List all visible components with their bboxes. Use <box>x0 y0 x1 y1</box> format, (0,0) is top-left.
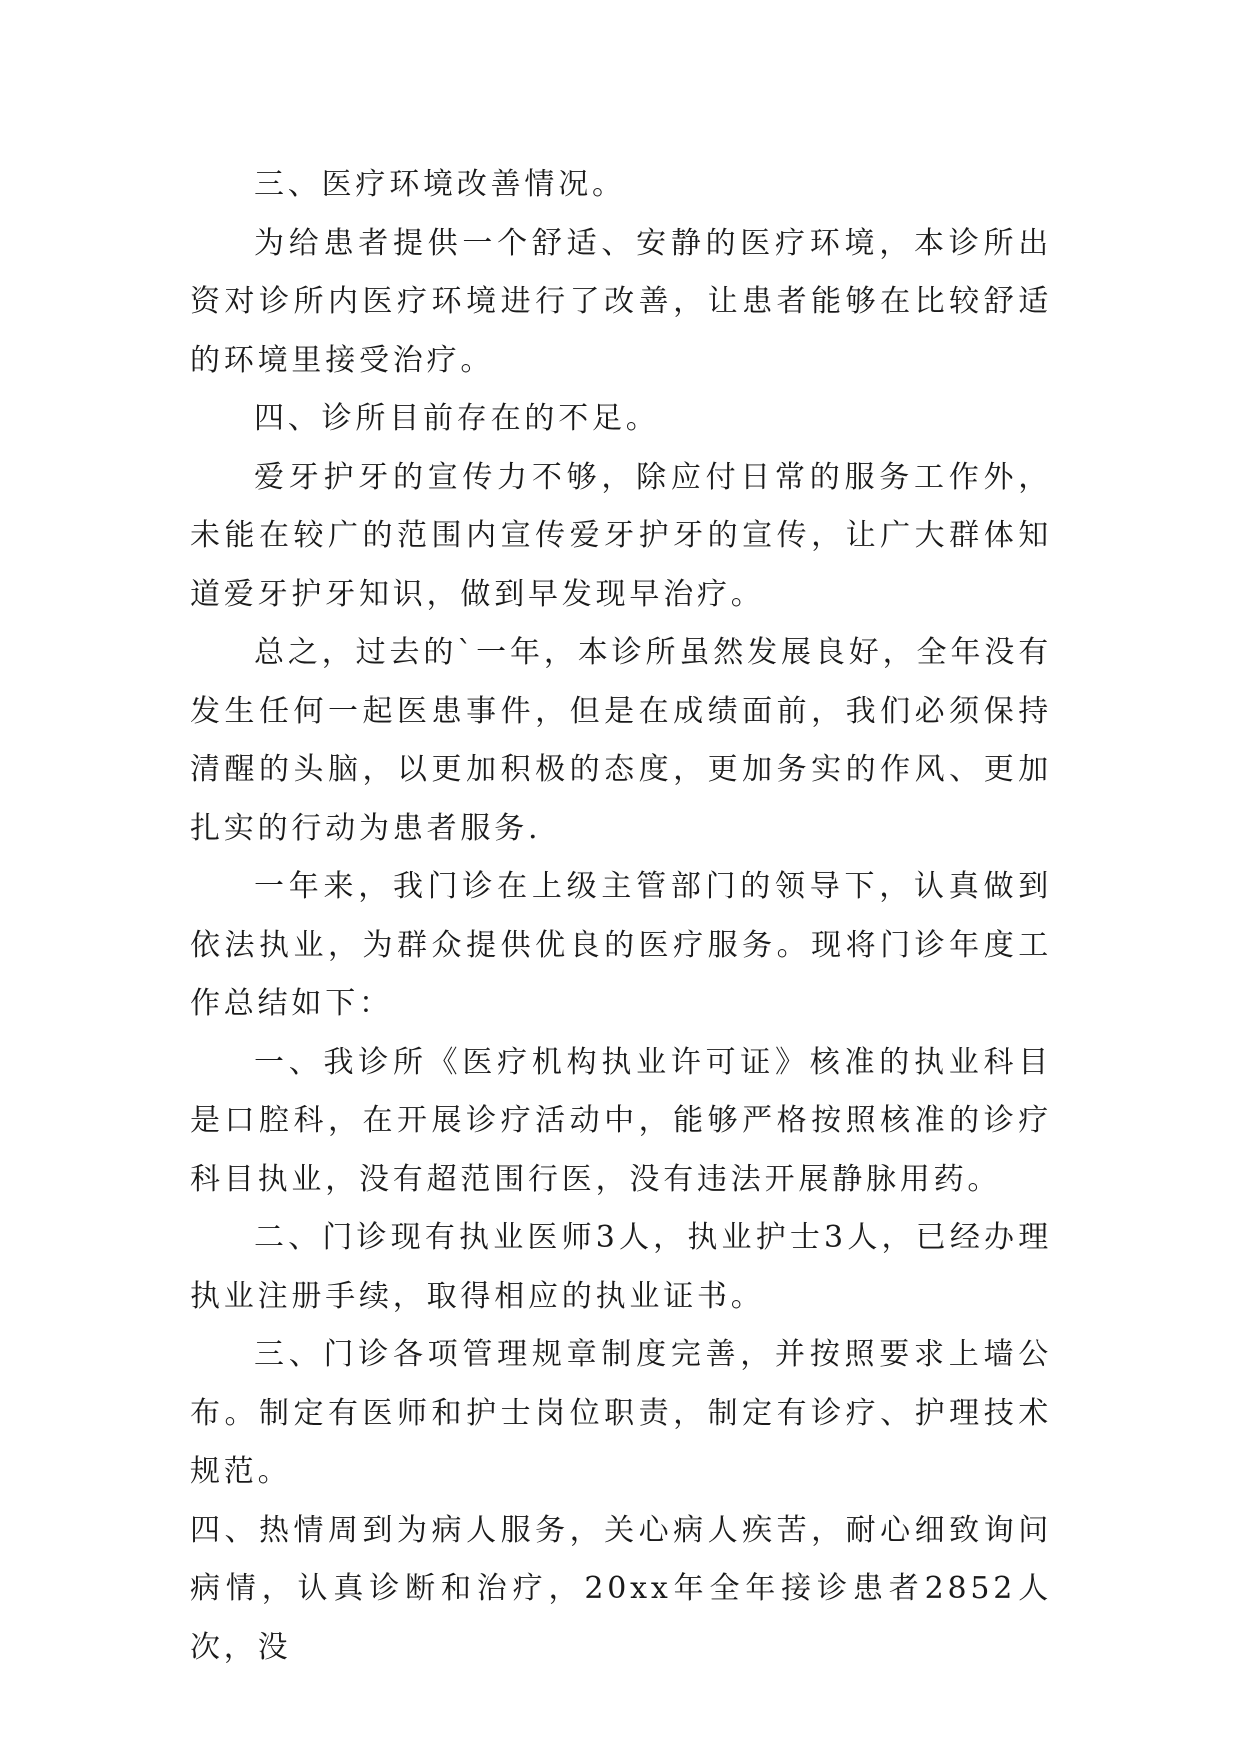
paragraph-shortcomings: 爱牙护牙的宣传力不够，除应付日常的服务工作外，未能在较广的范围内宣传爱牙护牙的宣传，让广大群体知道爱牙护牙知识，做到早发现早治疗。 <box>190 459 1052 612</box>
paragraph-intro-annual-summary: 一年来，我门诊在上级主管部门的领导下，认真做到依法执业，为群众提供优良的医疗服务。现将门诊年度工作总结如下： <box>190 869 1052 1021</box>
document-body <box>190 156 1052 1677</box>
section-heading-shortcomings: 四、诊所目前存在的不足。 <box>254 401 660 436</box>
paragraph-item-regulations: 三、门诊各项管理规章制度完善，并按照要求上墙公布。制定有医师和护士岗位职责，制定有诊疗、护理技术规范。 <box>190 1337 1052 1489</box>
section-heading-environment: 三、医疗环境改善情况。 <box>254 167 626 202</box>
paragraph-conclusion: 总之，过去的`一年，本诊所虽然发展良好，全年没有发生任何一起医患事件，但是在成绩面前，我们必须保持清醒的头脑，以更加积极的态度，更加务实的作风、更加扎实的行动为患者服务. <box>190 635 1052 846</box>
paragraph-item-license: 一、我诊所《医疗机构执业许可证》核准的执业科目是口腔科，在开展诊疗活动中，能够严格按照核准的诊疗科目执业，没有超范围行医，没有违法开展静脉用药。 <box>190 1044 1052 1197</box>
paragraph-item-staff: 二、门诊现有执业医师3人，执业护士3人，已经办理执业注册手续，取得相应的执业证书。 <box>190 1220 1052 1314</box>
paragraph-item-service: 四、热情周到为病人服务，关心病人疾苦，耐心细致询问病情，认真诊断和治疗，20xx年全年接诊患者2852人次，没 <box>190 1512 1052 1665</box>
paragraph-environment-improvement: 为给患者提供一个舒适、安静的医疗环境，本诊所出资对诊所内医疗环境进行了改善，让患者能够在比较舒适的环境里接受治疗。 <box>190 225 1052 378</box>
